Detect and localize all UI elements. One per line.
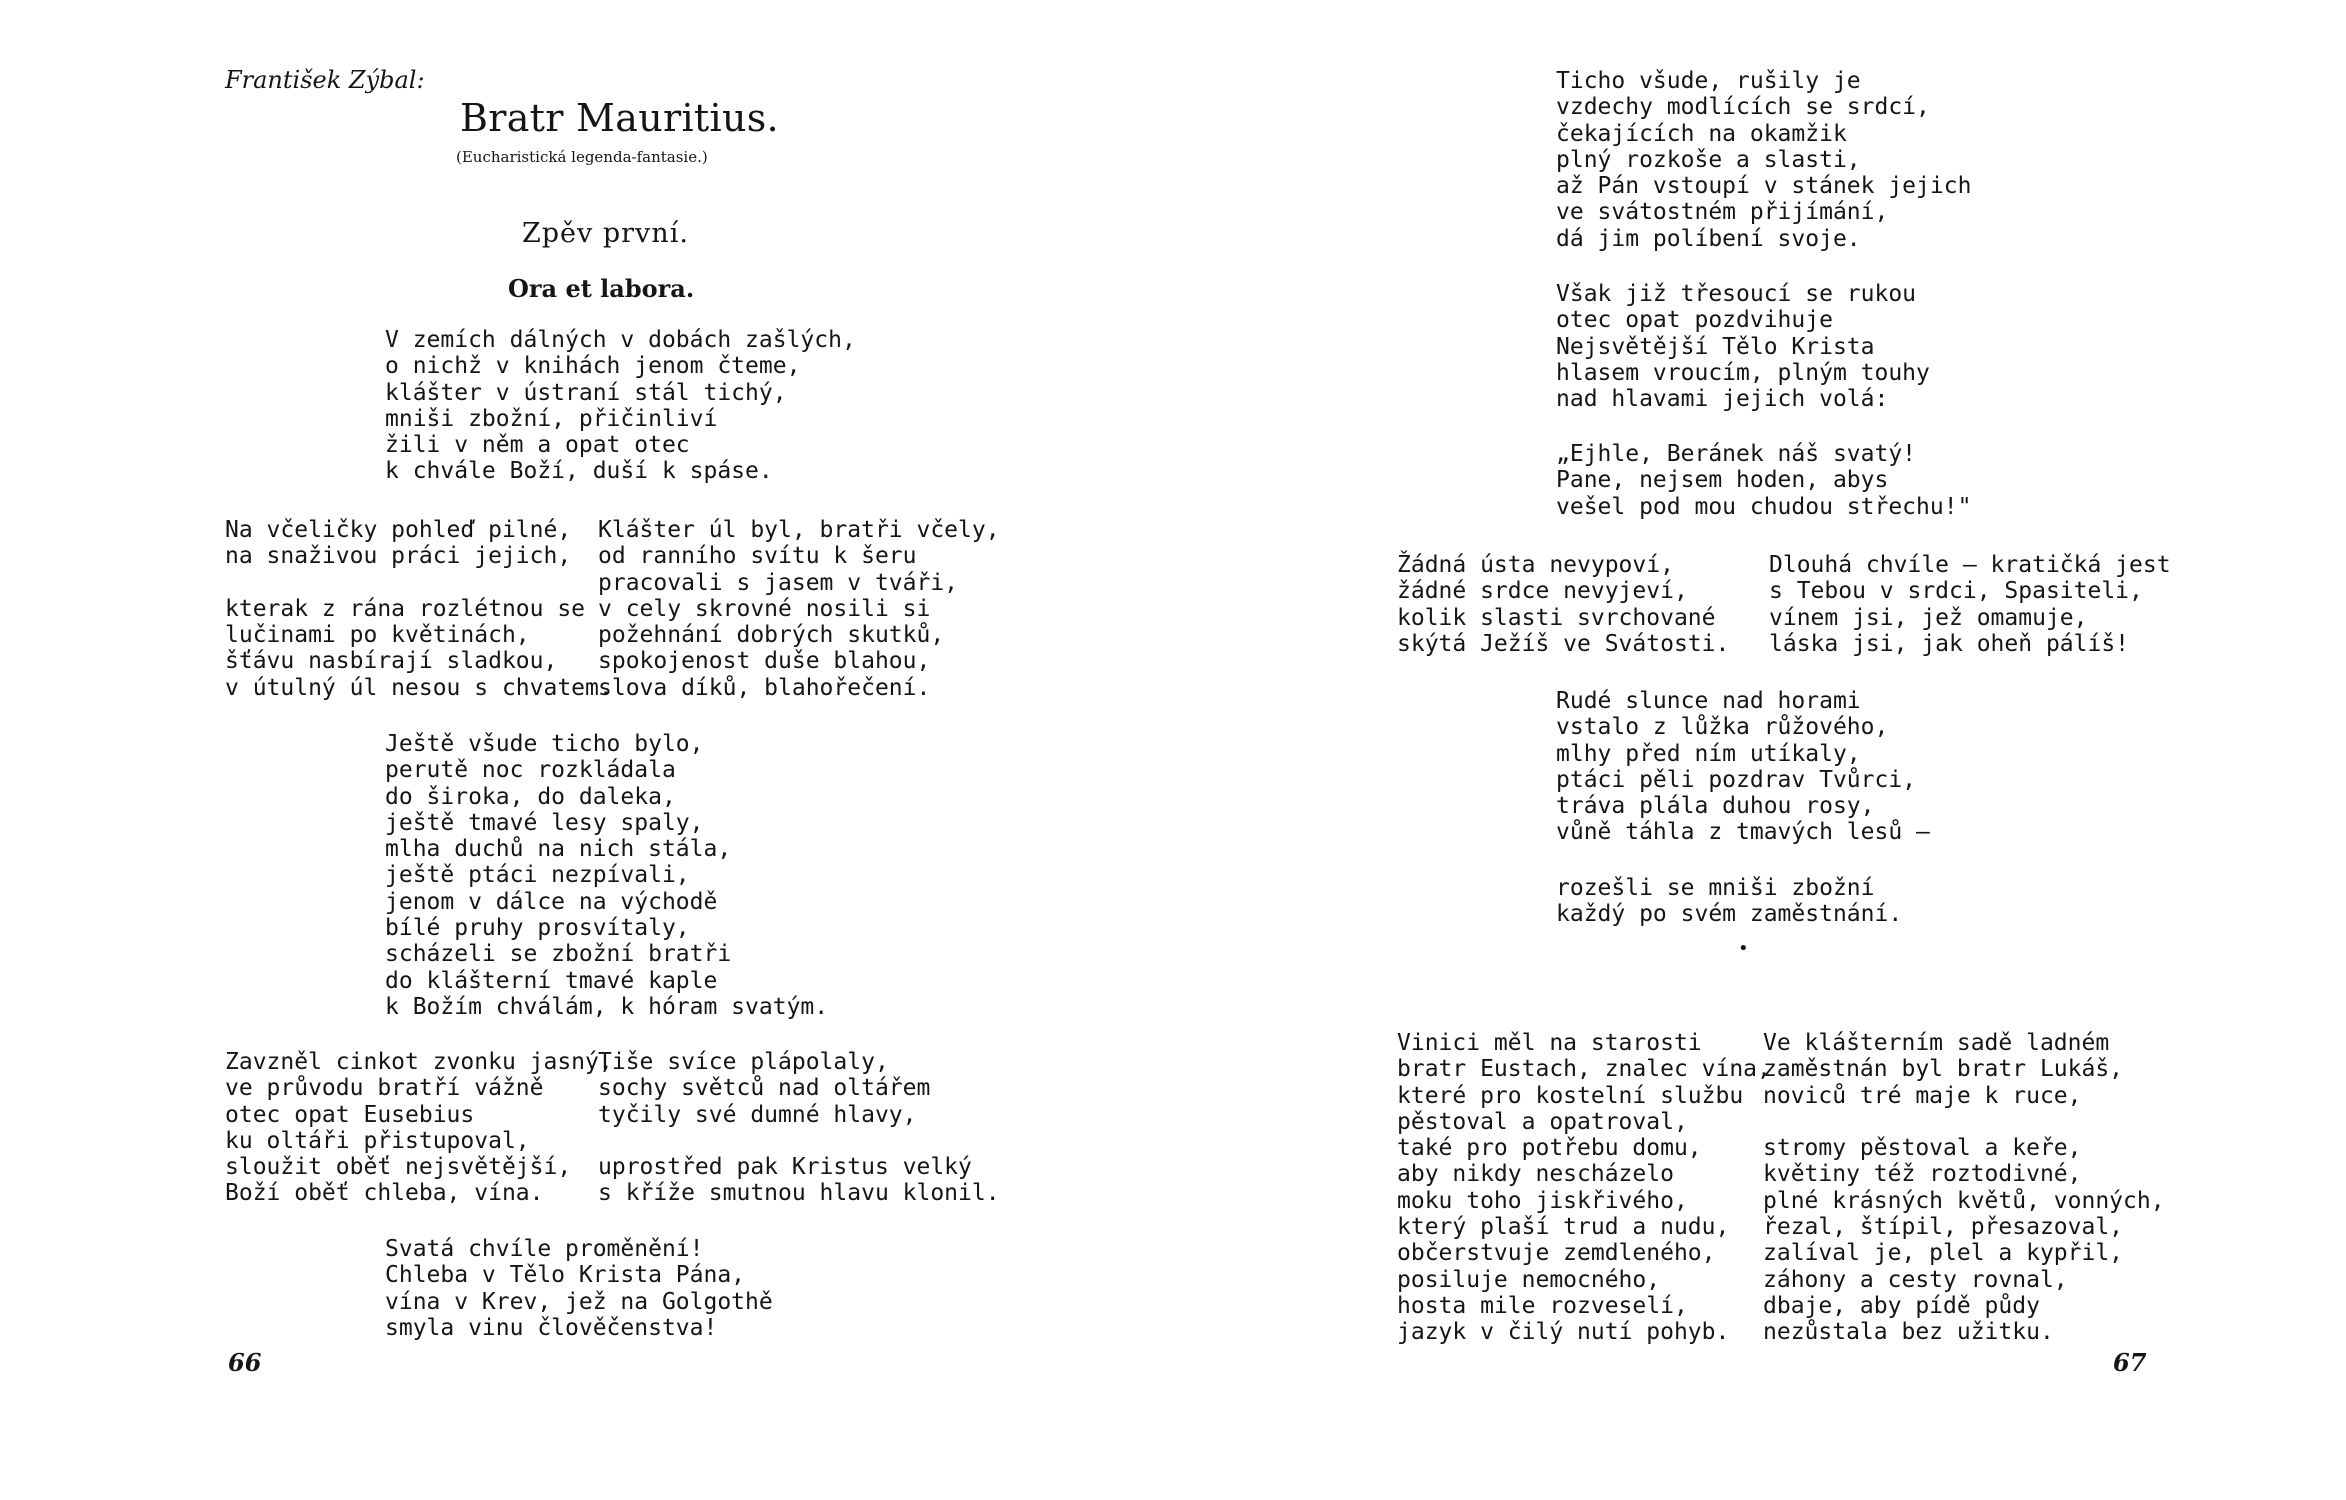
- poem-subtitle: (Eucharistická legenda-fantasie.): [456, 148, 708, 166]
- stanza-2-right: Klášter úl byl, bratři včely, od ranního svítu k šeru pracovali s jasem v tváři, v cely skrovné nosili si požehnání dobrých skutků, spokojenost duše blahou, slova díků, blahořečení.: [598, 517, 1000, 701]
- page-number-left: 66: [228, 1348, 262, 1377]
- stanza-5: Svatá chvíle proměnění! Chleba v Tělo Krista Pána, vína v Krev, jež na Golgothě smyla vinu člověčenstva!: [385, 1236, 773, 1341]
- section-separator: •: [1738, 938, 1749, 959]
- stanza-3: Ještě všude ticho bylo, perutě noc rozkládala do široka, do daleka, ještě tmavé lesy spaly, mlha duchů na nich stála, ještě ptáci nezpívali, jenom v dálce na východě bílé pruhy prosvítaly, scházeli se zbožní bratři do klášterní tmavé kaple k Božím chválám, k hóram svatým.: [385, 731, 829, 1020]
- stanza-4-left: Zavzněl cinkot zvonku jasný, ve průvodu bratří vážně otec opat Eusebius ku oltáři přistupoval, sloužit oběť nejsvětější, Boží oběť chleba, vína.: [225, 1049, 613, 1207]
- stanza-1: V zemích dálných v dobách zašlých, o nichž v knihách jenom čteme, klášter v ústraní stál tichý, mniši zbožní, přičinliví žili v něm a opat otec k chvále Boží, duší k spáse.: [385, 327, 856, 485]
- stanza-r5: Rudé slunce nad horami vstalo z lůžka růžového, mlhy před ním utíkaly, ptáci pěli pozdrav Tvůrci, tráva plála duhou rosy, vůně táhla z tmavých lesů —: [1556, 688, 1930, 846]
- stanza-r7-left: Vinici měl na starosti bratr Eustach, znalec vína, které pro kostelní službu pěstoval a opatroval, také pro potřebu domu, aby nikdy nescházelo moku toho jiskřivého, který plaší trud a nudu, občerstvuje zemdleného, posiluje nemocného, hosta mile rozveselí, jazyk v čilý nutí pohyb.: [1397, 1030, 1771, 1346]
- page-number-right: 67: [2113, 1348, 2147, 1377]
- canto-heading: Zpěv první.: [522, 218, 689, 249]
- author-name: František Zýbal:: [225, 66, 425, 94]
- canto-motto: Ora et labora.: [508, 274, 695, 303]
- stanza-4-right: Tiše svíce plápolaly, sochy světců nad oltářem tyčily své dumné hlavy, uprostřed pak Kristus velký s kříže smutnou hlavu klonil.: [598, 1049, 1000, 1207]
- poem-title: Bratr Mauritius.: [460, 96, 779, 140]
- stanza-r1: Ticho všude, rušily je vzdechy modlících se srdcí, čekajících na okamžik plný rozkoše a slasti, až Pán vstoupí v stánek jejich ve svátostném přijímání, dá jim políbení svoje.: [1556, 68, 1972, 252]
- stanza-r4-left: Žádná ústa nevypoví, žádné srdce nevyjeví, kolik slasti svrchované skýtá Ježíš ve Svátosti.: [1397, 552, 1730, 657]
- stanza-r3: „Ejhle, Beránek náš svatý! Pane, nejsem hoden, abys vešel pod mou chudou střechu!": [1556, 441, 1972, 520]
- stanza-r6: rozešli se mniši zbožní každý po svém zaměstnání.: [1556, 875, 1903, 928]
- stanza-r4-right: Dlouhá chvíle — kratičká jest s Tebou v srdci, Spasiteli, vínem jsi, jež omamuje, láska jsi, jak oheň pálíš!: [1769, 552, 2171, 657]
- right-page: [1173, 0, 2346, 1500]
- stanza-r2: Však již třesoucí se rukou otec opat pozdvihuje Nejsvětější Tělo Krista hlasem vroucím, plným touhy nad hlavami jejich volá:: [1556, 281, 1930, 413]
- stanza-r7-right: Ve klášterním sadě ladném zaměstnán byl bratr Lukáš, noviců tré maje k ruce, stromy pěstoval a keře, květiny též roztodivné, plné krásných květů, vonných, řezal, štípil, přesazoval, zalíval je, plel a kypřil, záhony a cesty rovnal, dbaje, aby pídě půdy nezůstala bez užitku.: [1763, 1030, 2165, 1346]
- stanza-2-left: Na včeličky pohleď pilné, na snaživou práci jejich, kterak z rána rozlétnou se lučinami po květinách, šťávu nasbírají sladkou, v útulný úl nesou s chvatem.: [225, 517, 613, 701]
